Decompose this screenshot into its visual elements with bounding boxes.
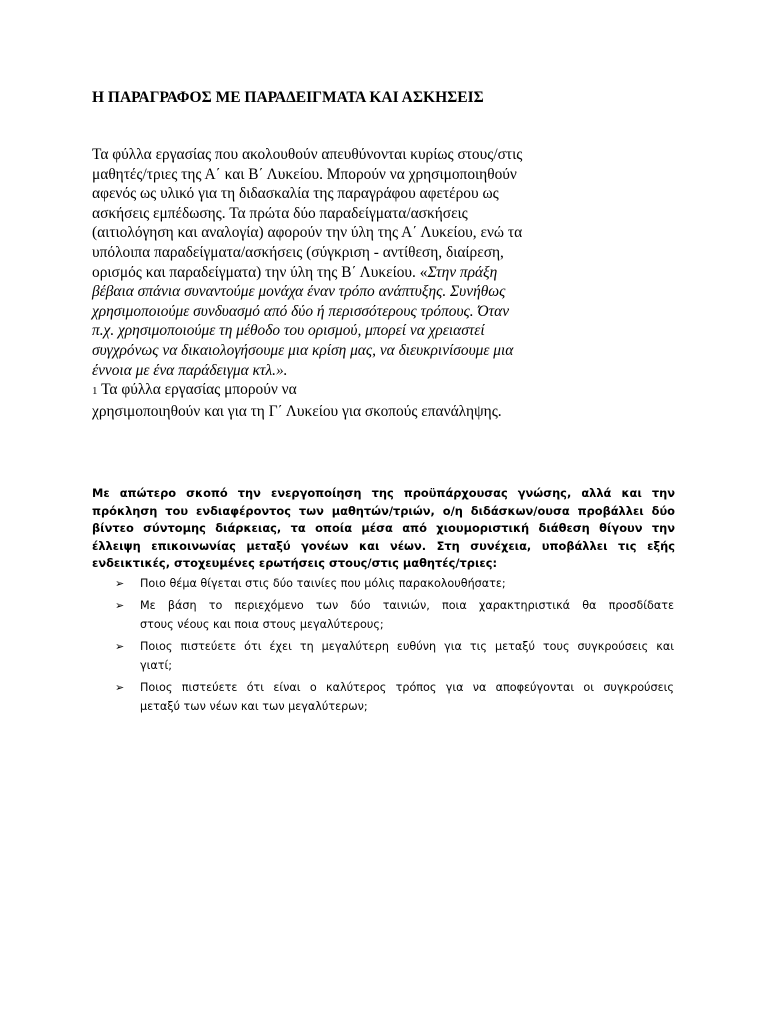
task-line: ενδεικτικές, στοχευμένες ερωτήσεις στους/στις μαθητές/τριες: bbox=[92, 556, 498, 570]
question-line: Ποιο θέμα θίγεται στις δύο ταινίες που μόλις παρακολουθήσατε; bbox=[140, 577, 506, 590]
document-title: Η ΠΑΡΑΓΡΑΦΟΣ ΜΕ ΠΑΡΑΔΕΙΓΜΑΤΑ ΚΑΙ ΑΣΚΗΣΕΙΣ bbox=[92, 89, 484, 106]
task-description bbox=[92, 485, 675, 573]
arrow-bullet-icon: ➢ bbox=[115, 599, 125, 612]
footnote-marker: 1 bbox=[92, 385, 98, 398]
intro-line bbox=[92, 263, 612, 283]
quote-line: έννοια με ένα παράδειγμα κτλ.». bbox=[92, 361, 288, 379]
question-item bbox=[0, 637, 768, 675]
footnote-text: Τα φύλλα εργασίας μπορούν να bbox=[97, 381, 297, 399]
question-line: Ποιος πιστεύετε ότι έχει τη μεγαλύτερη ευθύνη για τις μεταξύ τους συγκρούσεις και bbox=[140, 640, 674, 653]
question-text bbox=[140, 596, 674, 634]
quote-start: Στην πράξη bbox=[427, 263, 498, 281]
task-line: έλλειψη επικοινωνίας μεταξύ γονέων και νέων. Στη συνέχεια, υποβάλλει τις εξής bbox=[92, 538, 675, 553]
question-item bbox=[0, 574, 768, 593]
task-line: βίντεο σύντομης διάρκειας, τα οποία μέσα από χιουμοριστική διάθεση θίγουν την bbox=[92, 521, 675, 535]
question-line: Ποιος πιστεύετε ότι είναι ο καλύτερος τρόπος για να αποφεύγονται οι συγκρούσεις bbox=[140, 681, 674, 694]
quote-line: συγχρόνως να δικαιολογήσουμε μια κρίση μας, να διευκρινίσουμε μια bbox=[92, 341, 514, 359]
intro-line-text: ορισμός και παραδείγματα) την ύλη της Β΄ Λυκείου. « bbox=[92, 263, 428, 281]
quote-line: χρησιμοποιούμε συνδυασμό από δύο ή περισσότερους τρόπους. Όταν bbox=[92, 302, 510, 320]
intro-line: υπόλοιπα παραδείγματα/ασκήσεις (σύγκριση - αντίθεση, διαίρεση, bbox=[92, 243, 504, 261]
question-line: Με βάση το περιεχόμενο των δύο ταινιών, ποια χαρακτηριστικά θα προσδίδατε bbox=[140, 599, 674, 612]
footnote-line: χρησιμοποιηθούν και για τη Γ΄ Λυκείου για σκοπούς επανάληψης. bbox=[92, 402, 502, 420]
intro-line: αφενός ως υλικό για τη διδασκαλία της παραγράφου αφετέρου ως bbox=[92, 185, 499, 203]
arrow-bullet-icon: ➢ bbox=[115, 640, 125, 653]
task-line: πρόκληση του ενδιαφέροντος των μαθητών/τριών, ο/η διδάσκων/ουσα προβάλλει δύο bbox=[92, 503, 675, 518]
intro-paragraph bbox=[92, 145, 612, 421]
footnote-line bbox=[92, 380, 612, 402]
question-line: μεταξύ των νέων και των μεγαλύτερων; bbox=[140, 700, 368, 713]
quote-line: βέβαια σπάνια συναντούμε μονάχα έναν τρόπο ανάπτυξης. Συνήθως bbox=[92, 283, 506, 301]
quote-line: π.χ. χρησιμοποιούμε τη μέθοδο του ορισμού, μπορεί να χρειαστεί bbox=[92, 322, 485, 340]
question-line: γιατί; bbox=[140, 659, 173, 672]
question-text bbox=[140, 637, 674, 675]
intro-line: (αιτιολόγηση και αναλογία) αφορούν την ύλη της Α΄ Λυκείου, ενώ τα bbox=[92, 224, 523, 242]
question-item bbox=[0, 678, 768, 716]
intro-line: μαθητές/τριες της Α΄ και Β΄ Λυκείου. Μπορούν να χρησιμοποιηθούν bbox=[92, 165, 517, 183]
question-item bbox=[0, 596, 768, 634]
arrow-bullet-icon: ➢ bbox=[115, 577, 125, 590]
task-line: Με απώτερο σκοπό την ενεργοποίηση της προϋπάρχουσας γνώσης, αλλά και την bbox=[92, 486, 675, 500]
intro-line: Τα φύλλα εργασίας που ακολουθούν απευθύνονται κυρίως στους/στις bbox=[92, 146, 523, 163]
question-list bbox=[0, 574, 768, 719]
question-line: στους νέους και ποια στους μεγαλύτερους; bbox=[140, 618, 384, 631]
question-text bbox=[140, 574, 674, 593]
question-text bbox=[140, 678, 674, 716]
arrow-bullet-icon: ➢ bbox=[115, 681, 125, 694]
intro-line: ασκήσεις εμπέδωσης. Τα πρώτα δύο παραδείγματα/ασκήσεις bbox=[92, 204, 468, 222]
